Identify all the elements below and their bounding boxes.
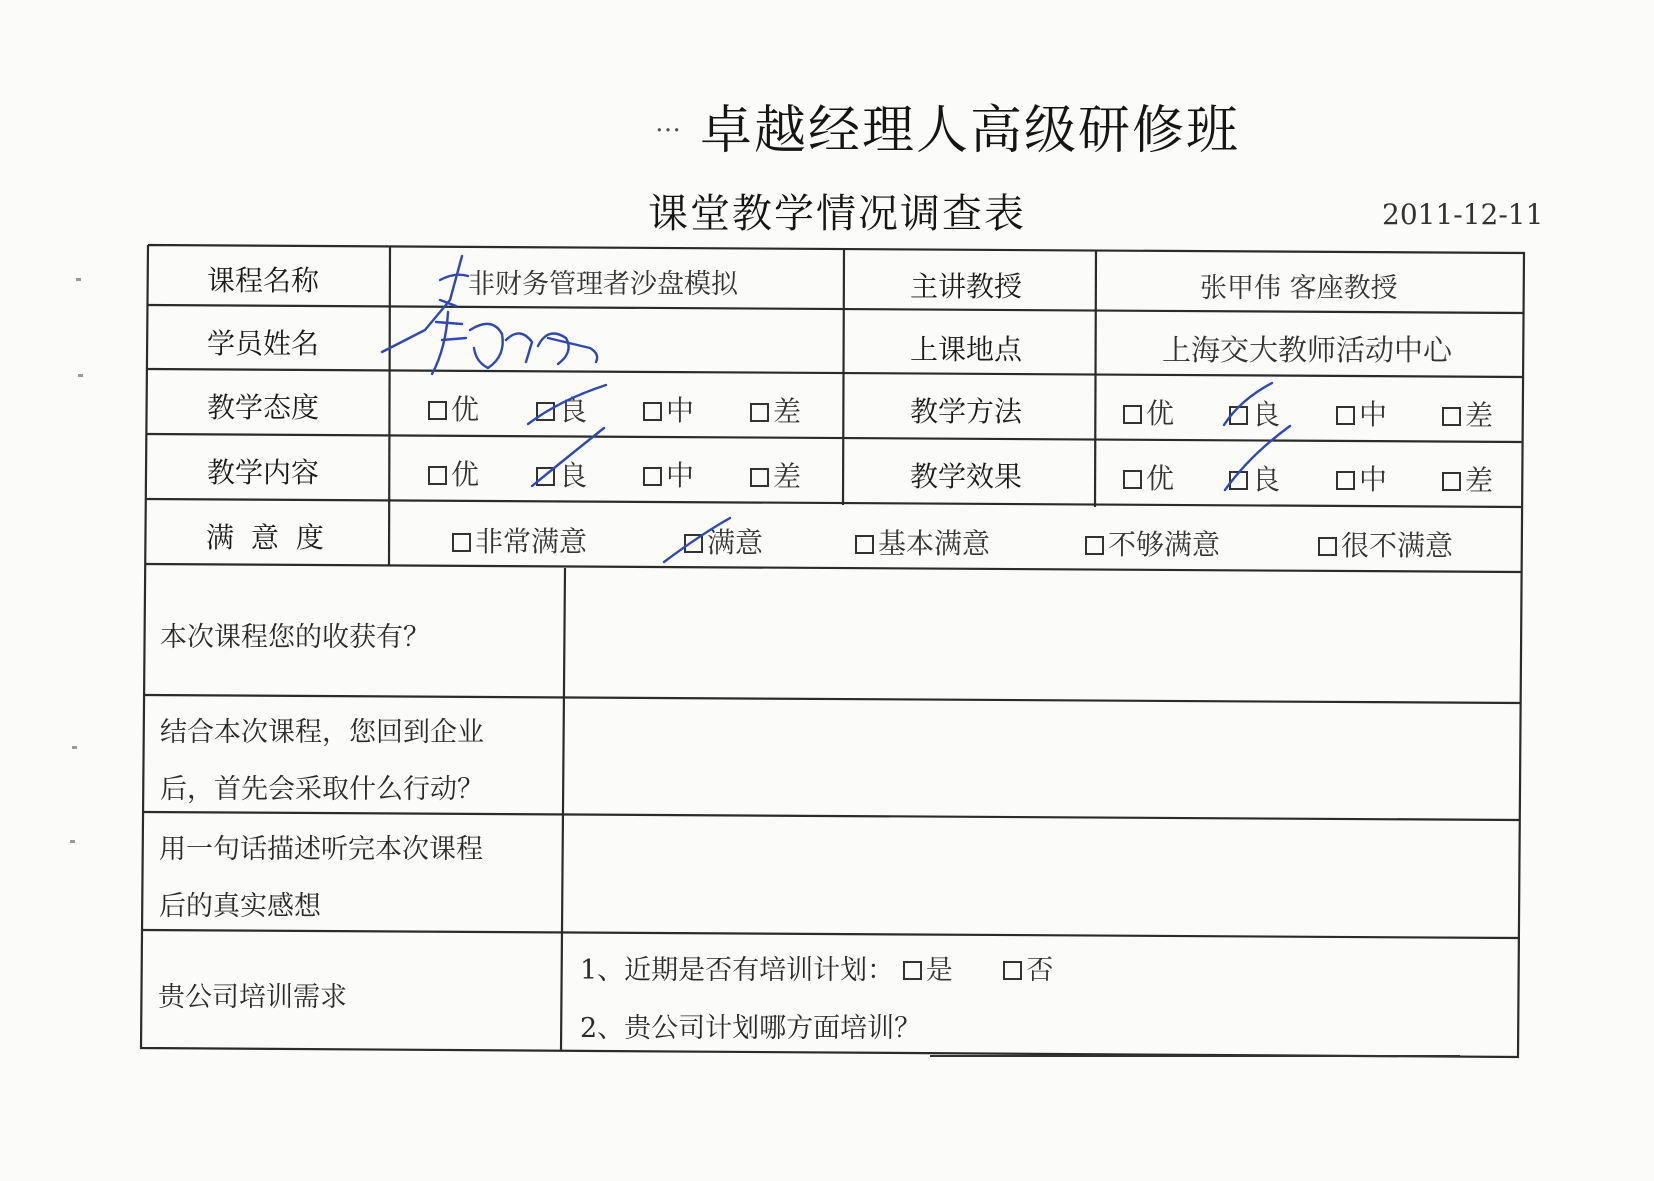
checkbox-icon — [536, 402, 555, 421]
professor-label: 主讲教授 — [910, 270, 1023, 303]
training-plan-row — [580, 943, 1053, 999]
attitude-option-fair[interactable]: 中 — [643, 389, 694, 429]
checkbox-icon — [643, 402, 662, 421]
checkbox-icon — [452, 533, 471, 552]
checkbox-icon — [1123, 405, 1142, 424]
effect-option-excellent[interactable]: 优 — [1123, 457, 1174, 497]
scan-speck — [78, 374, 83, 377]
course-name-label: 课程名称 — [207, 264, 320, 297]
content-option-fair[interactable]: 中 — [643, 454, 694, 494]
question-feeling-line1: 用一句话描述听完本次课程 — [159, 834, 483, 865]
form-date: 2011-12-11 — [1382, 198, 1544, 231]
method-option-fair[interactable]: 中 — [1336, 393, 1387, 433]
question-gains: 本次课程您的收获有？ — [160, 622, 430, 653]
col-line — [389, 246, 390, 566]
answer-feeling-field[interactable] — [567, 823, 1512, 928]
answer-action-field[interactable] — [568, 706, 1513, 811]
training-area-question: 2、贵公司计划哪方面培训？ — [580, 1013, 922, 1044]
content-option-good[interactable]: 良 — [536, 454, 587, 494]
teaching-effect-label: 教学效果 — [910, 460, 1023, 493]
checkbox-icon — [1442, 472, 1461, 491]
satisfaction-option-very-dissatisfied[interactable]: 很不满意 — [1318, 524, 1453, 564]
attitude-option-poor[interactable]: 差 — [750, 390, 801, 430]
checkbox-icon — [1229, 406, 1248, 425]
location-label: 上课地点 — [910, 333, 1023, 366]
checkbox-icon — [1003, 961, 1022, 980]
training-needs-label: 贵公司培训需求 — [158, 982, 347, 1013]
attitude-option-good[interactable]: 良 — [536, 389, 587, 429]
content-option-poor[interactable]: 差 — [750, 455, 801, 495]
satisfaction-option-not-satisfied[interactable]: 不够满意 — [1085, 523, 1220, 563]
checkbox-icon — [855, 535, 874, 554]
col-line — [1095, 250, 1096, 507]
checkbox-icon — [684, 534, 703, 553]
col-line — [561, 568, 565, 1051]
satisfaction-option-very-satisfied[interactable]: 非常满意 — [452, 520, 587, 560]
row-line — [145, 564, 1521, 572]
row-line — [146, 434, 1522, 442]
professor-value[interactable]: 张甲伟 客座教授 — [1200, 273, 1398, 304]
scan-speck — [76, 278, 81, 281]
question-action-line2: 后，首先会采取什么行动？ — [160, 774, 484, 805]
training-plan-no[interactable]: 否 — [1003, 955, 1053, 986]
form-subtitle: 课堂教学情况调查表 — [648, 191, 1026, 237]
row-line — [142, 930, 1519, 938]
scan-speck — [72, 746, 77, 749]
question-action-line1: 结合本次课程，您回到企业 — [160, 717, 484, 748]
page-title: 卓越经理人高级研修班 — [700, 101, 1241, 161]
row-line — [144, 695, 1521, 703]
checkbox-icon — [1318, 537, 1337, 556]
student-name-label: 学员姓名 — [207, 327, 320, 360]
checkbox-icon — [428, 466, 447, 485]
content-option-excellent[interactable]: 优 — [428, 453, 479, 493]
satisfaction-option-satisfied[interactable]: 满意 — [684, 521, 763, 561]
training-plan-question: 1、近期是否有培训计划： — [580, 955, 895, 986]
satisfaction-option-basically-satisfied[interactable]: 基本满意 — [855, 522, 990, 562]
course-name-value[interactable]: 非财务管理者沙盘模拟 — [468, 269, 738, 300]
teaching-content-label: 教学内容 — [207, 456, 320, 489]
row-line — [146, 369, 1523, 377]
student-name-field[interactable] — [400, 310, 840, 368]
checkbox-icon — [750, 468, 769, 487]
title-prefix-dots: … — [655, 108, 681, 138]
checkbox-icon — [428, 401, 447, 420]
effect-option-fair[interactable]: 中 — [1336, 458, 1387, 498]
effect-option-poor[interactable]: 差 — [1442, 459, 1493, 499]
answer-gains-field[interactable] — [570, 575, 1515, 693]
row-line — [145, 499, 1522, 507]
training-area-row — [580, 1001, 1460, 1057]
checkbox-icon — [643, 467, 662, 486]
satisfaction-label: 满 意 度 — [206, 521, 328, 554]
checkbox-icon — [750, 403, 769, 422]
checkbox-icon — [1336, 406, 1355, 425]
effect-option-good[interactable]: 良 — [1229, 458, 1280, 498]
attitude-option-excellent[interactable]: 优 — [428, 388, 479, 428]
method-option-poor[interactable]: 差 — [1442, 394, 1493, 434]
checkbox-icon — [1229, 471, 1248, 490]
col-line — [843, 249, 844, 505]
checkbox-icon — [1442, 407, 1461, 426]
location-value[interactable]: 上海交大教师活动中心 — [1162, 333, 1453, 367]
method-option-excellent[interactable]: 优 — [1123, 392, 1174, 432]
checkbox-icon — [1123, 470, 1142, 489]
checkbox-icon — [903, 961, 922, 980]
checkbox-icon — [1085, 536, 1104, 555]
training-plan-yes[interactable]: 是 — [903, 955, 953, 986]
teaching-attitude-label: 教学态度 — [207, 391, 320, 424]
scan-speck — [70, 840, 75, 843]
question-feeling-line2: 后的真实感想 — [159, 891, 321, 922]
checkbox-icon — [536, 467, 555, 486]
teaching-method-label: 教学方法 — [910, 395, 1023, 428]
method-option-good[interactable]: 良 — [1229, 393, 1280, 433]
checkbox-icon — [1336, 471, 1355, 490]
training-area-input[interactable] — [930, 1037, 1460, 1057]
